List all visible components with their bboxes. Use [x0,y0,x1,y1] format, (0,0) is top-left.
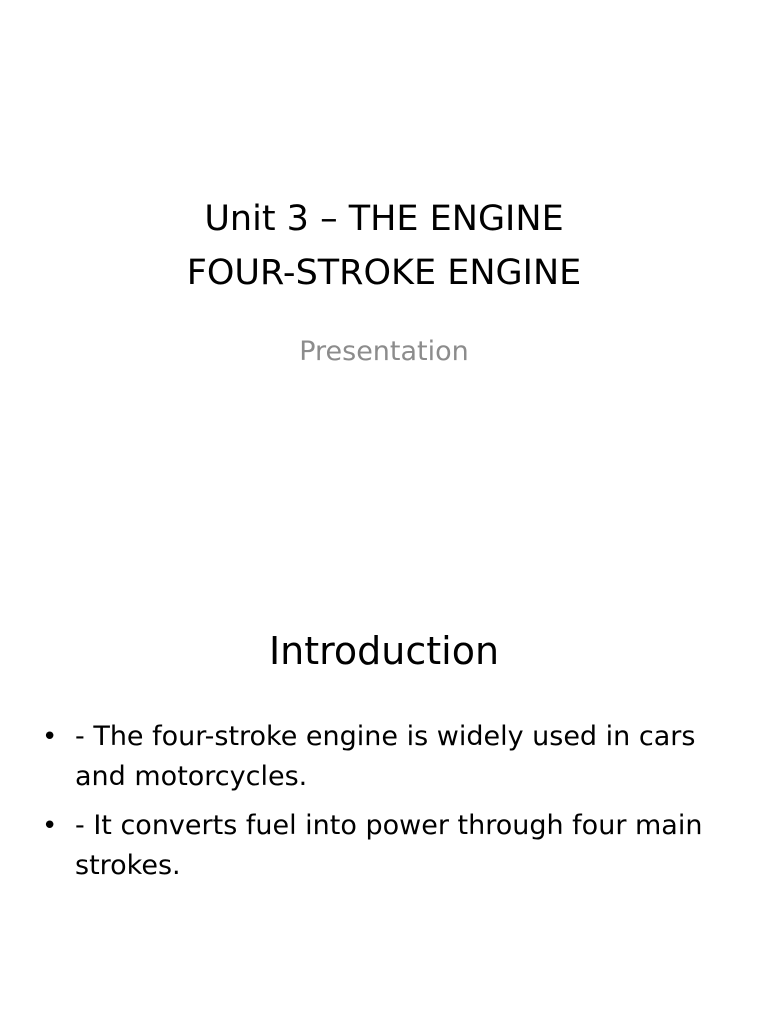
bullet-icon: • [42,811,58,841]
bullet-item [42,717,732,797]
slide-subtitle: Presentation [299,336,469,367]
title-line-1: Unit 3 – THE ENGINE [204,199,564,239]
slide-heading: Introduction [268,629,500,673]
bullet-text: - The four-stroke engine is widely used in cars and motorcycles. [75,721,696,792]
slide-title [0,192,768,300]
bullet-item [42,806,732,886]
title-line-2: FOUR-STROKE ENGINE [186,253,582,293]
bullet-list [42,717,732,895]
introduction-slide [0,512,768,1024]
bullet-text: - It converts fuel into power through four main strokes. [75,810,703,881]
bullet-icon: • [42,722,58,752]
